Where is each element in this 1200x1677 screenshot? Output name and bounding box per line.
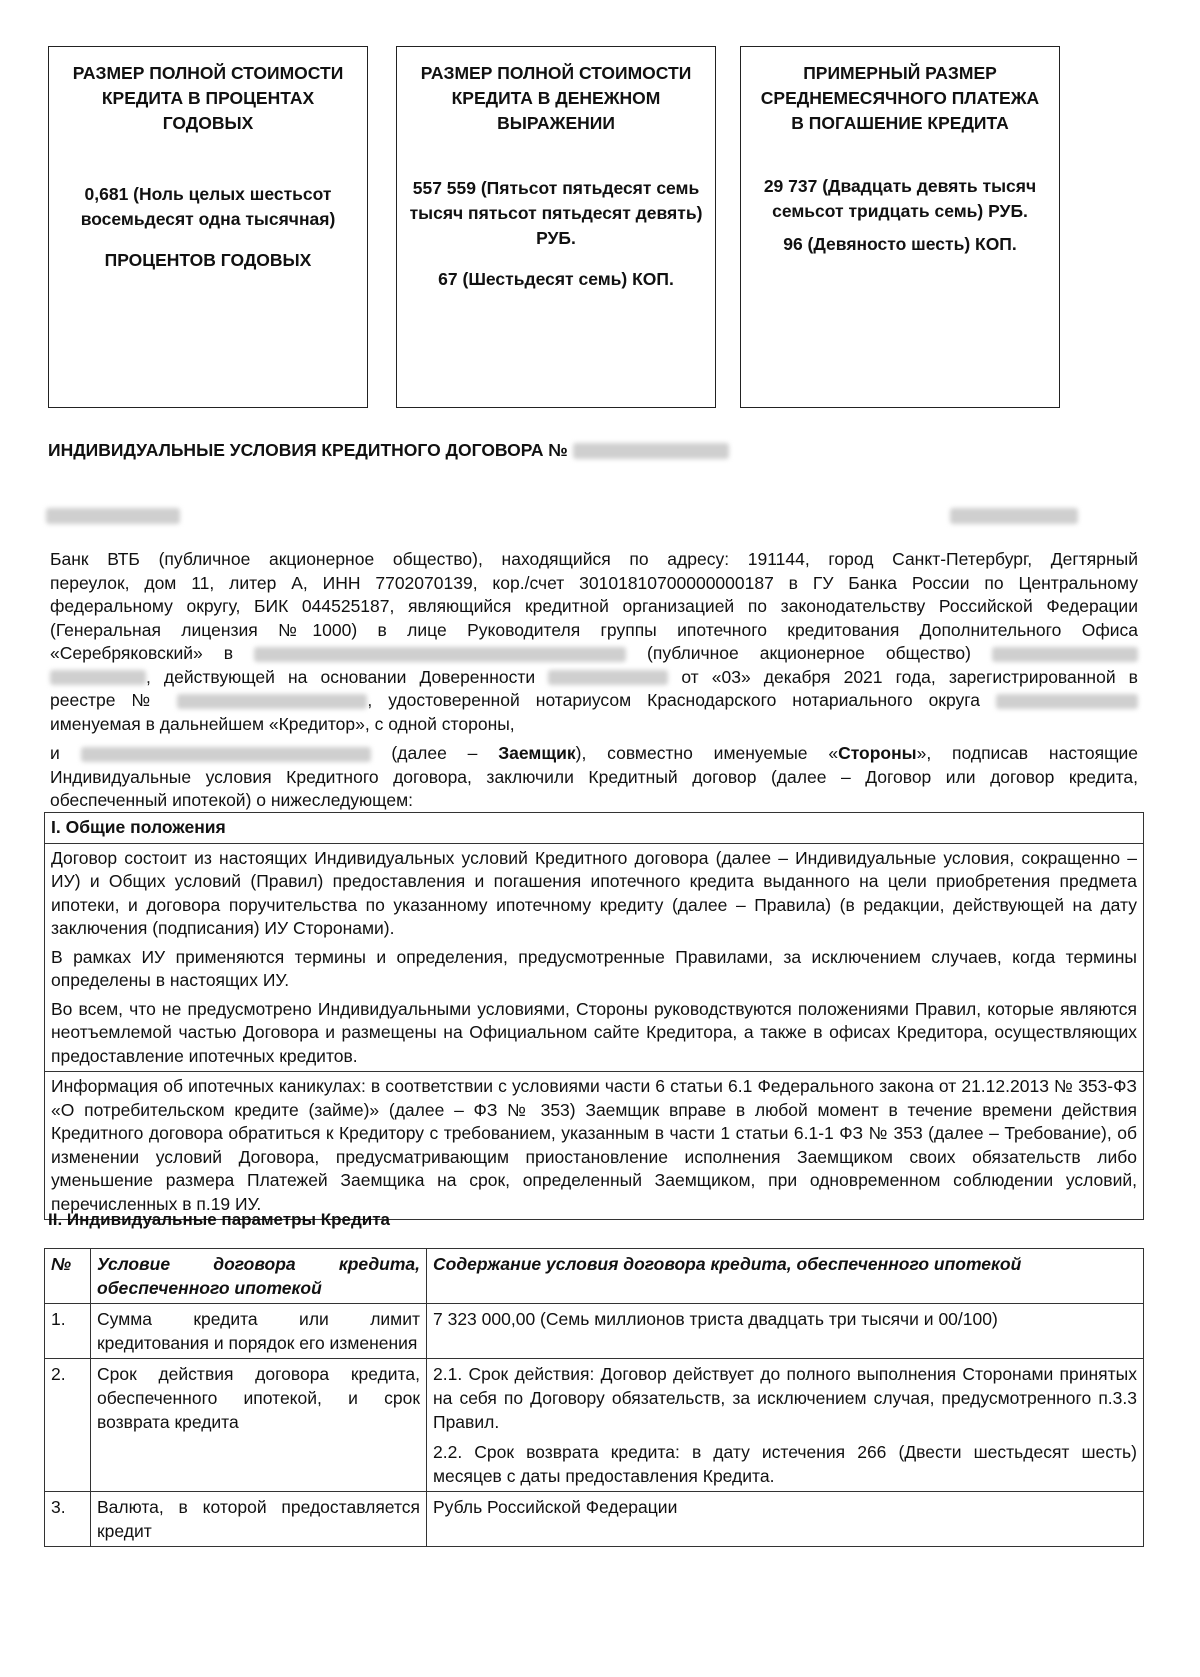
parties-line: Индивидуальные условия Кредитного договора, заключили Кредитный договор (далее – Договор или договор кредита,	[50, 766, 1138, 787]
section1-paragraph: В рамках ИУ применяются термины и определения, предусмотренные Правилами, за исключением случаев, когда термины определены в настоящих ИУ.	[51, 946, 1137, 990]
parties-text: и	[50, 743, 60, 763]
box-title-line: В ПОГАШЕНИЕ КРЕДИТА	[791, 113, 1009, 133]
preamble-line: Банк ВТБ (публичное акционерное общество), находящийся по адресу: 191144, город Санкт-Петербург, Дегтярный	[50, 549, 1138, 569]
row-number: 2.	[45, 1359, 91, 1492]
col-header-condition: Условие договора кредита, обеспеченного ипотекой	[91, 1249, 427, 1304]
redacted-registry-number	[177, 694, 367, 709]
parties-text: ), совместно именуемые «	[575, 743, 839, 763]
preamble	[50, 548, 1138, 736]
col-header-no: №	[45, 1249, 91, 1304]
redacted-date	[950, 508, 1078, 524]
box-value-line: тысяч пятьсот пятьдесят девять)	[409, 203, 703, 223]
preamble-line	[50, 689, 1138, 713]
preamble-line: федеральному округу, БИК 044525187, являющийся кредитной организацией по законодательству Российской Федерации	[50, 596, 1138, 616]
redacted-power-of-attorney	[548, 670, 668, 685]
box-value-line: семьсот тридцать семь) РУБ.	[772, 201, 1028, 221]
row-content: Рубль Российской Федерации	[427, 1492, 1144, 1547]
redacted-notary	[996, 694, 1138, 709]
section1-mortgage-holidays: Информация об ипотечных каникулах: в соответствии с условиями части 6 статьи 6.1 Федерального закона от 21.12.2013 № 353-ФЗ «О потребительском кредите (займе)» (далее – ФЗ № 353) Заемщик вправе в любой момент в течение времени действия Кредитного договора обратиться к Кредитору с требованием, указанным в части 1 статьи 6.1-1 ФЗ № 353 (далее – Требование), об изменении условий Договора, предусматривающим приостановление исполнения Заемщиком своих обязательств либо уменьшение размера Платежей Заемщика на срок, определенный Заемщиком, при одновременном соблюдении условий, перечисленных в п.19 ИУ.	[45, 1072, 1144, 1220]
box-full-cost-percent	[48, 46, 368, 408]
preamble-text: реестре №	[50, 690, 162, 710]
redacted-city	[46, 508, 180, 524]
box-title-line: СРЕДНЕМЕСЯЧНОГО ПЛАТЕЖА	[760, 88, 1040, 108]
row-number: 1.	[45, 1304, 91, 1359]
box-monthly-payment	[740, 46, 1060, 408]
row-content: 7 323 000,00 (Семь миллионов триста двадцать три тысячи и 00/100)	[427, 1304, 1144, 1359]
section1-heading: I. Общие положения	[45, 813, 1144, 844]
table-row	[45, 1304, 1144, 1359]
redacted-representative-cont	[50, 670, 146, 685]
preamble-text: (публичное акционерное общество)	[647, 643, 971, 663]
contract-title-text: ИНДИВИДУАЛЬНЫЕ УСЛОВИЯ КРЕДИТНОГО ДОГОВОРА №	[48, 440, 568, 460]
row-number: 3.	[45, 1492, 91, 1547]
preamble-text: от «03» декабря 2021 года, зарегистрированной в	[681, 666, 1138, 687]
box-unit: 67 (Шестьдесят семь) КОП.	[438, 269, 674, 289]
row-condition: Срок действия договора кредита, обеспеченного ипотекой, и срок возврата кредита	[91, 1359, 427, 1492]
table-row	[45, 1492, 1144, 1547]
section1-body	[45, 843, 1144, 1072]
row-condition: Сумма кредита или лимит кредитования и порядок его изменения	[91, 1304, 427, 1359]
section2-heading: II. Индивидуальные параметры Кредита	[48, 1210, 390, 1229]
col-header-content: Содержание условия договора кредита, обеспеченного ипотекой	[427, 1249, 1144, 1304]
parties-line	[50, 742, 1138, 766]
preamble-text: «Серебряковский» в	[50, 643, 234, 663]
box-title-line: КРЕДИТА В ДЕНЕЖНОМ	[451, 88, 661, 108]
row-content	[427, 1359, 1144, 1492]
table-header-row	[45, 1249, 1144, 1304]
table-row	[45, 1359, 1144, 1492]
parties-text: », подписав настоящие	[916, 743, 1138, 763]
row-content-paragraph: 2.2. Срок возврата кредита: в дату истечения 266 (Двести шестьдесят шесть) месяцев с даты предоставления Кредита.	[433, 1442, 1137, 1486]
contract-title	[48, 440, 729, 461]
box-title-line: ВЫРАЖЕНИИ	[497, 113, 615, 133]
borrower-term: Заемщик	[498, 743, 576, 763]
preamble-line	[50, 666, 1138, 690]
row-condition: Валюта, в которой предоставляется кредит	[91, 1492, 427, 1547]
preamble-text: , действующей на основании Доверенности	[146, 666, 536, 687]
box-full-cost-money	[396, 46, 716, 408]
box-value-line: 557 559 (Пятьсот пятьдесят семь	[412, 178, 700, 198]
redacted-contract-number	[573, 443, 729, 459]
redacted-branch	[254, 647, 626, 662]
preamble-line: именуемая в дальнейшем «Кредитор», с одной стороны,	[50, 713, 515, 734]
section1-paragraph: Во всем, что не предусмотрено Индивидуальными условиями, Стороны руководствуются положениями Правил, которые являются неотъемлемой частью Договора и размещены на Официальном сайте Кредитора, а также в офисах Кредитора, осуществляющих предоставление ипотечных кредитов.	[51, 998, 1137, 1066]
row-content-paragraph: 2.1. Срок действия: Договор действует до полного выполнения Сторонами принятых на себя по Договору обязательств, за исключением случая, предусмотренного п.3.3 Правил.	[433, 1364, 1137, 1432]
section2-table	[44, 1248, 1144, 1547]
box-title-line: РАЗМЕР ПОЛНОЙ СТОИМОСТИ	[72, 63, 344, 83]
box-value-line: 29 737 (Двадцать девять тысяч	[763, 176, 1037, 196]
box-title-line: ГОДОВЫХ	[162, 113, 254, 133]
preamble-line: переулок, дом 11, литер А, ИНН 7702070139, кор./счет 30101810700000000187 в ГУ Банка России по Центральному	[50, 572, 1138, 593]
box-title-line: РАЗМЕР ПОЛНОЙ СТОИМОСТИ	[420, 63, 692, 83]
parties-text: (далее –	[391, 743, 499, 763]
redacted-borrower-name	[81, 747, 371, 762]
box-title-line: ПРИМЕРНЫЙ РАЗМЕР	[803, 63, 997, 83]
sides-term: Стороны	[838, 743, 917, 763]
parties-line: обеспеченный ипотекой) о нижеследующем:	[50, 790, 413, 810]
parties	[50, 742, 1138, 813]
box-value-line: РУБ.	[536, 228, 576, 248]
box-title-line: КРЕДИТА В ПРОЦЕНТАХ	[101, 88, 315, 108]
box-unit: 96 (Девяносто шесть) КОП.	[783, 234, 1017, 254]
box-unit: ПРОЦЕНТОВ ГОДОВЫХ	[104, 250, 312, 270]
box-value-line: 0,681 (Ноль целых шестьсот	[84, 184, 332, 204]
box-value-line: восемьдесят одна тысячная)	[80, 209, 336, 229]
section1-table	[44, 812, 1144, 1220]
redacted-representative	[992, 647, 1138, 662]
preamble-line: (Генеральная лицензия №1000) в лице Руководителя группы ипотечного кредитования Дополнительного Офиса	[50, 619, 1138, 640]
section1-paragraph: Договор состоит из настоящих Индивидуальных условий Кредитного договора (далее – Индивидуальные условия, сокращенно – ИУ) и Общих условий (Правил) предоставления и погашения ипотечного кредита выданного на цели приобретения предмета ипотеки, и договора поручительства по указанному ипотечному кредиту (далее – Правила) (в редакции, действующей на дату заключения (подписания) ИУ Сторонами).	[51, 847, 1137, 938]
preamble-line	[50, 642, 1138, 666]
preamble-text: , удостоверенной нотариусом Краснодарского нотариального округа	[367, 690, 980, 710]
